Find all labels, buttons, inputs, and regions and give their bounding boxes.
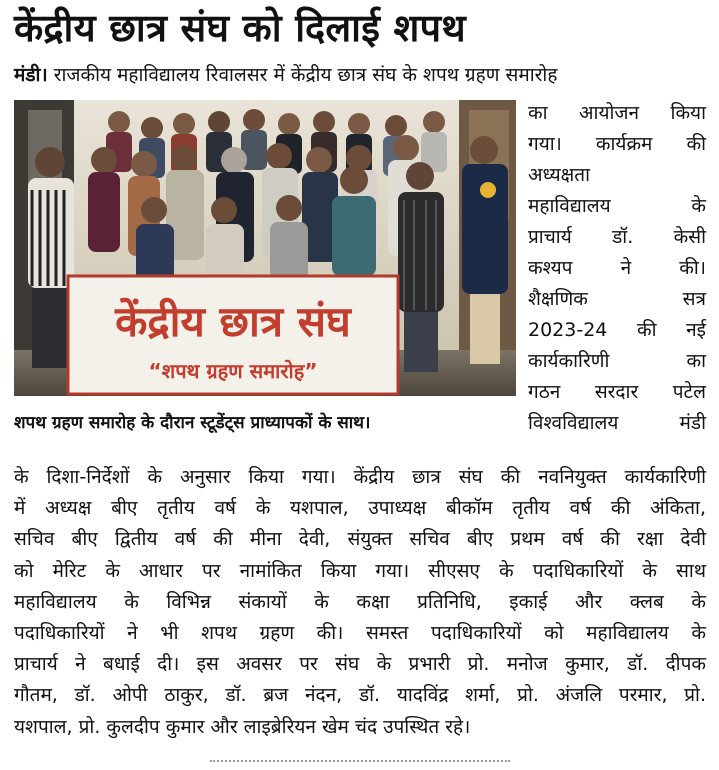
body-line: में अध्यक्ष बीए तृतीय वर्ष के यशपाल, उपाध्यक्ष बीकॉम तृतीय वर्ष की अंकिता, bbox=[14, 497, 706, 520]
right-column-line: शैक्षणिक सत्र bbox=[528, 288, 706, 310]
dateline: मंडी। bbox=[14, 64, 48, 86]
banner-title: केंद्रीय छात्र संघ bbox=[115, 297, 351, 346]
right-column-line: महाविद्यालय के bbox=[528, 195, 706, 217]
body-text bbox=[14, 462, 706, 743]
headline: केंद्रीय छात्र संघ को दिलाई शपथ bbox=[14, 6, 466, 50]
group-photo bbox=[14, 100, 516, 396]
right-column-line: विश्वविद्यालय मंडी bbox=[528, 412, 706, 434]
right-column-line: गया। कार्यक्रम की bbox=[528, 133, 706, 155]
lead-paragraph bbox=[14, 60, 706, 91]
body-line: को मेरिट के आधार पर नामांकित किया गया। सीएसए के पदाधिकारियों के साथ bbox=[14, 559, 706, 582]
banner bbox=[68, 276, 398, 394]
body-line: गौतम, डॉ. ओपी ठाकुर, डॉ. ब्रज नंदन, डॉ. यादविंद्र शर्मा, प्रो. अंजलि परमार, प्रो. bbox=[14, 684, 706, 707]
body-line: पदाधिकारियों ने भी शपथ ग्रहण की। समस्त पदाधिकारियों को महाविद्यालय के bbox=[14, 621, 706, 644]
page-cutoff bbox=[210, 760, 510, 770]
lead-text: राजकीय महाविद्यालय रिवालसर में केंद्रीय छात्र संघ के शपथ ग्रहण समारोह bbox=[47, 64, 558, 86]
right-column-line: कार्यकारिणी का bbox=[528, 350, 706, 372]
photo-caption: शपथ ग्रहण समारोह के दौरान स्टूडेंट्स प्राध्यापकों के साथ। bbox=[14, 413, 371, 433]
right-column-line: का आयोजन किया bbox=[528, 102, 706, 124]
right-column-line: प्राचार्य डॉ. केसी bbox=[528, 226, 706, 248]
banner-subtitle: “शपथ ग्रहण समारोह” bbox=[148, 359, 318, 383]
body-line: के दिशा-निर्देशों के अनुसार किया गया। केंद्रीय छात्र संघ की नवनियुक्त कार्यकारिणी bbox=[14, 466, 706, 488]
right-column-line: अध्यक्षता bbox=[528, 164, 591, 186]
right-column-line: कश्यप ने की। bbox=[528, 257, 706, 279]
body-line: सचिव बीए द्वितीय वर्ष की मीना देवी, संयुक्त सचिव बीए प्रथम वर्ष की रक्षा देवी bbox=[14, 528, 706, 551]
body-line: प्राचार्य ने बधाई दी। इस अवसर पर संघ के प्रभारी प्रो. मनोज कुमार, डॉ. दीपक bbox=[14, 653, 706, 676]
body-line: यशपाल, प्रो. कुलदीप कुमार और लाइब्रेरियन खेम चंद उपस्थित रहे। bbox=[14, 715, 471, 738]
right-column bbox=[528, 98, 706, 439]
right-column-line: 2023-24 की नई bbox=[528, 319, 706, 341]
right-column-line: गठन सरदार पटेल bbox=[528, 381, 706, 403]
group-photo-illustration bbox=[14, 100, 516, 396]
body-line: महाविद्यालय के विभिन्न संकायों के कक्षा प्रतिनिधि, इकाई और क्लब के bbox=[14, 590, 706, 613]
